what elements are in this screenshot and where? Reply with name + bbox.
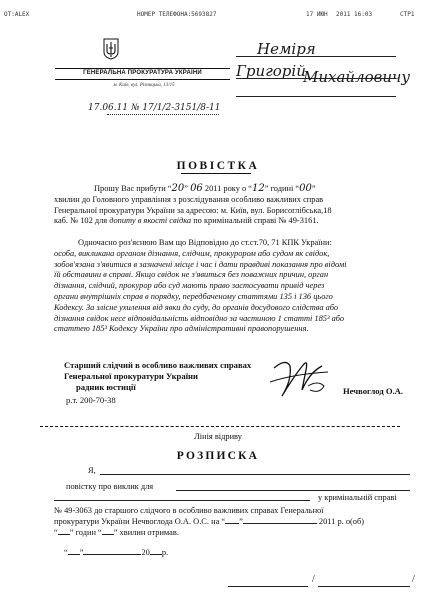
addressee-patronymic: Михайловичу bbox=[303, 68, 411, 86]
organization-address: м. Київ, вул. Різницька, 13/15 bbox=[113, 83, 175, 88]
coat-of-arms-icon bbox=[103, 38, 119, 60]
receipt-i: Я, bbox=[88, 466, 96, 475]
receipt-text: 2011 р. о(об) bbox=[318, 517, 365, 526]
receipt-line-5 bbox=[54, 517, 410, 528]
addressee-surname: Неміря bbox=[257, 40, 316, 58]
receipt-title: РОЗПИСКА bbox=[176, 450, 260, 462]
explanation-intro: Одночасно роз'яснюю Вам що Відповідно до ст.ст.70, 71 КПК України: bbox=[78, 238, 332, 247]
explanation-line: особа, викликана органом дізнання, слідчим, прокурором або судом як свідок, bbox=[54, 248, 330, 258]
receipt-line-2: повістку про виклик для bbox=[66, 482, 154, 491]
receipt-date bbox=[64, 548, 168, 559]
explanation-line: статтею 185³ Кодексу України про адміністративні правопорушення. bbox=[54, 324, 309, 334]
explanation-line: дізнання, слідчий, прокурор або суд мають право застосувати привід через bbox=[54, 281, 325, 291]
summons-text: каб. № 102 для bbox=[54, 216, 110, 226]
signatory-rank: радник юстиції bbox=[76, 382, 136, 392]
signatory-position: Старший слідчий в особливо важливих справах bbox=[64, 360, 252, 370]
addressee-firstname: Григорій bbox=[236, 62, 306, 80]
receipt-text: р. bbox=[161, 548, 169, 557]
explanation-paragraph bbox=[54, 238, 410, 335]
document-title: ПОВІСТКА bbox=[176, 160, 260, 172]
signatory-name: Нечвоглод О.А. bbox=[343, 386, 404, 396]
summons-text: 2011 року о “ bbox=[202, 184, 253, 193]
explanation-line: дізнання свідок несе відповідальність відповідно за частиною 1 статті 185³ або bbox=[54, 313, 345, 323]
summons-text: ” годині “ bbox=[264, 184, 300, 193]
receipt-text: ” годин “ bbox=[69, 528, 102, 537]
summons-text: Прошу Вас прибути “ bbox=[94, 184, 172, 193]
fax-sender: ОТ:ALEX bbox=[4, 11, 30, 18]
summons-paragraph bbox=[54, 184, 410, 227]
receipt-text: “ bbox=[64, 548, 68, 557]
receipt-line-4: № 49-3063 до старшого слідчого в особливо важливих справах Генеральної bbox=[54, 506, 324, 515]
receipt-text: ” bbox=[239, 517, 243, 526]
receipt-line-6 bbox=[54, 528, 179, 539]
fax-year-time: 2011 16:03 bbox=[336, 11, 373, 18]
summons-line-1 bbox=[54, 184, 410, 195]
summons-purpose: допиту в якості свідка bbox=[109, 216, 192, 226]
outgoing-number: 17.06.11 № 17/1/2-3151/8-11 bbox=[88, 103, 221, 113]
summons-text: ” bbox=[184, 184, 191, 193]
explanation-line: органи внутрішніх справ в порядку, передбаченому статтями 135 і 136 цього bbox=[54, 291, 333, 301]
signatory-org: Генеральної прокуратури України bbox=[64, 371, 198, 381]
explanation-line: Кодексу. За злісне ухилення від явки до суду, до органів досудового слідства або bbox=[54, 302, 339, 312]
summons-month: 06 bbox=[190, 183, 203, 194]
summons-text: по кримінальній справі № 49-3161. bbox=[191, 216, 319, 226]
receipt-text: 20 bbox=[141, 548, 150, 557]
signature-block bbox=[64, 360, 251, 393]
fax-date: 17 ИЮН bbox=[306, 11, 328, 18]
summons-minutes: 00 bbox=[299, 183, 312, 194]
summons-line-2: хвилин до Головного управління з розслідування особливо важливих справ bbox=[54, 194, 324, 204]
organization-name: ГЕНЕРАЛЬНА ПРОКУРАТУРА УКРАЇНИ bbox=[83, 70, 202, 76]
signatory-phone: р.т. 200-70-38 bbox=[66, 395, 116, 405]
receipt-text: ” bbox=[79, 548, 84, 557]
summons-line-3: Генеральної прокуратури України за адресою: м. Київ, вул. Борисоглібська,18 bbox=[54, 205, 332, 215]
summons-line-4 bbox=[54, 216, 410, 227]
summons-day: 20 bbox=[171, 183, 185, 194]
fax-page: СТР1 bbox=[400, 11, 415, 18]
tear-line-label: Лінія відриву bbox=[194, 432, 242, 441]
receipt-text: ” хвилин отримав. bbox=[113, 528, 179, 537]
summons-text: ” bbox=[311, 184, 316, 193]
signature-icon bbox=[264, 356, 334, 402]
explanation-line: їй обставини в справі. Якщо свідок не з'явиться без поважних причин, орган bbox=[54, 270, 329, 280]
receipt-text: “ bbox=[54, 528, 58, 537]
receipt-line-3: у кримінальній справі bbox=[318, 493, 397, 502]
explanation-line: зобов'язана з'явитися в зазначені місце і час і дати правдиві показання про відомі bbox=[54, 259, 347, 269]
receipt-text: прокуратури України Нечвоглода О.А. О.С. на “ bbox=[54, 517, 226, 526]
summons-hour: 12 bbox=[252, 183, 265, 194]
fax-phone: НОМЕР ТЕЛЕФОНА:5693827 bbox=[137, 11, 217, 18]
